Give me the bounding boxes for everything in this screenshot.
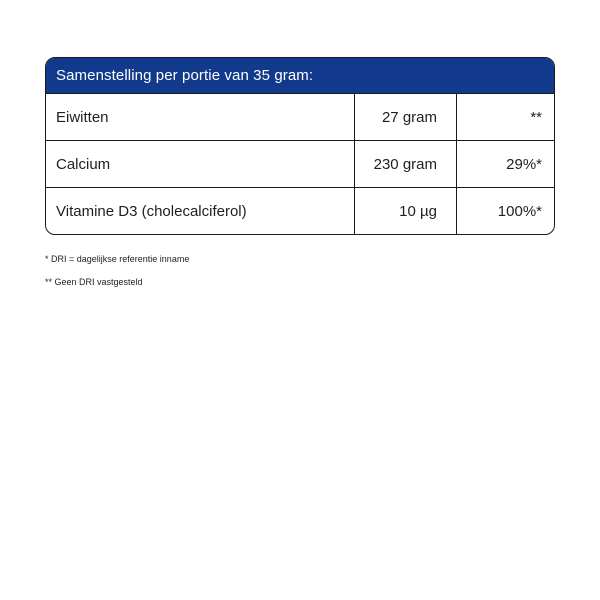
nutrient-amount: 10 µg xyxy=(355,188,457,234)
nutrition-table xyxy=(45,57,555,235)
table-row xyxy=(46,141,554,188)
nutrient-amount: 230 gram xyxy=(355,141,457,187)
table-title: Samenstelling per portie van 35 gram: xyxy=(46,58,554,94)
nutrient-dri: 29%* xyxy=(506,155,542,173)
footnote-dri: * DRI = dagelijkse referentie inname xyxy=(45,254,190,264)
footnote-no-dri: ** Geen DRI vastgesteld xyxy=(45,277,143,287)
nutrient-name: Calcium xyxy=(46,141,355,187)
table-row xyxy=(46,94,554,141)
nutrient-name: Eiwitten xyxy=(46,94,355,140)
table-row xyxy=(46,188,554,234)
nutrient-amount: 27 gram xyxy=(355,94,457,140)
nutrient-name: Vitamine D3 (cholecalciferol) xyxy=(46,188,355,234)
nutrient-dri: ** xyxy=(530,108,542,126)
nutrient-dri: 100%* xyxy=(497,202,542,220)
